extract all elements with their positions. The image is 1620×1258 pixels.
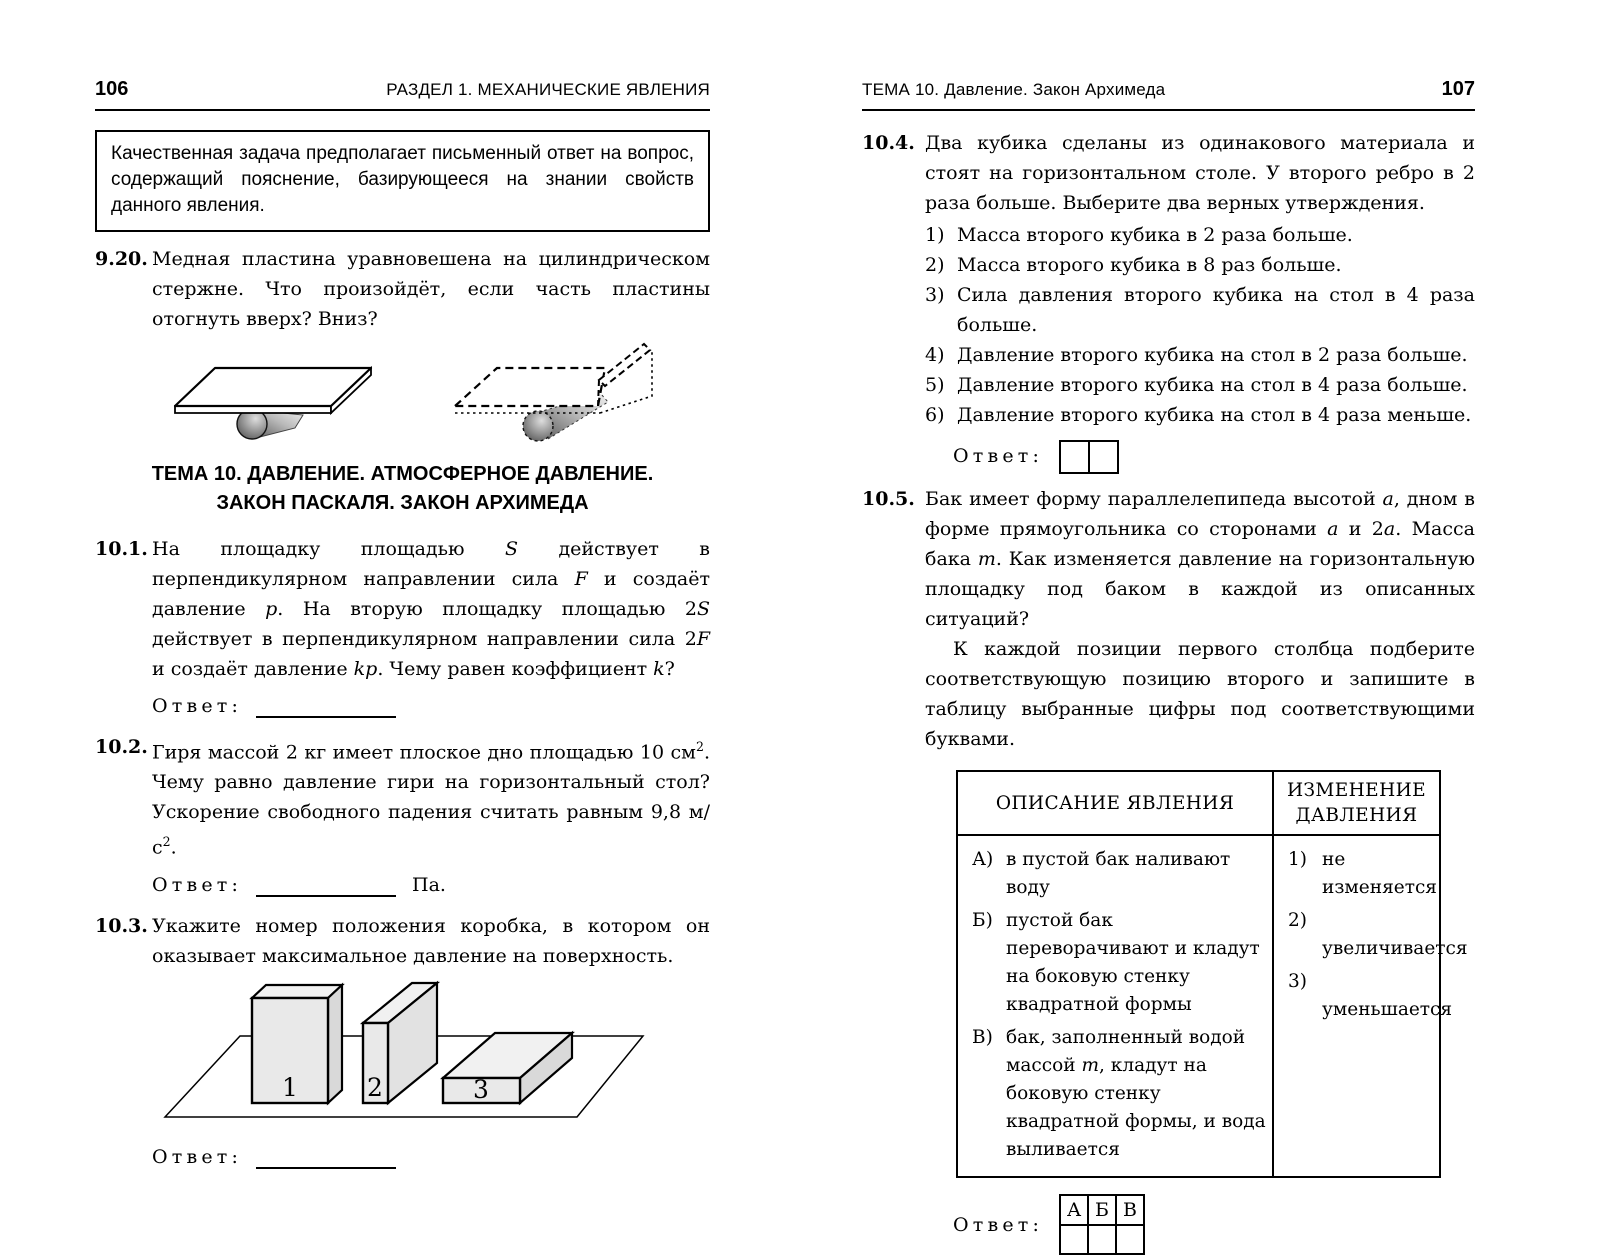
answer-blank bbox=[256, 700, 396, 718]
answer-letter-A: А bbox=[1060, 1195, 1088, 1225]
answer-line-10-3 bbox=[152, 1143, 710, 1171]
match-table-descriptions bbox=[958, 836, 1274, 1176]
folded-flap bbox=[599, 344, 650, 386]
theme-heading bbox=[95, 460, 710, 518]
answer-unit: Па. bbox=[412, 873, 446, 896]
choice-1 bbox=[1288, 846, 1437, 902]
match-table bbox=[956, 770, 1468, 1178]
bent-plate-dashed-figure bbox=[455, 344, 652, 441]
answer-letter-B: Б bbox=[1088, 1195, 1116, 1225]
problem-text-paragraph: Бак имеет форму параллелепипеда высотой a, дном в форме прямоугольника со сторонами a и 2a. Масса бака m. Как изменяется давление на горизонтальную площадку под баком в каждой из описанных ситуаций? bbox=[925, 488, 1475, 630]
option-text: Масса второго кубика в 2 раза больше. bbox=[957, 224, 1353, 246]
match-table-choices bbox=[1274, 836, 1468, 1176]
problem-10-2 bbox=[95, 732, 710, 863]
choice-text: уменьшается bbox=[1322, 999, 1453, 1020]
answer-label: Ответ: bbox=[953, 1213, 1044, 1236]
option-2 bbox=[925, 250, 1475, 280]
option-4 bbox=[925, 340, 1475, 370]
option-6 bbox=[925, 400, 1475, 430]
problem-10-5 bbox=[862, 484, 1475, 754]
problem-text: Два кубика сделаны из одинакового материала и стоят на горизонтальном столе. У второго ребро в 2 раза больше. Выберите два верных утверждения. bbox=[925, 132, 1475, 214]
note-box: Качественная задача предполагает письменный ответ на вопрос, содержащий пояснение, базирующееся на знании свойств данного явления. bbox=[95, 130, 710, 232]
problem-text: Гиря массой 2 кг имеет плоское дно площадью 10 $см^2$. Чему равно давление гири на горизонтальный стол? Ускорение свободного падения считать равным 9,8 $м/с^2$. bbox=[152, 739, 710, 859]
option-text: Давление второго кубика на стол в 4 раза больше. bbox=[957, 374, 1468, 396]
answer-line-10-5 bbox=[953, 1194, 1475, 1255]
problem-text: Укажите номер положения коробка, в котором он оказывает максимальное давление на поверхность. bbox=[152, 914, 710, 967]
box-label-3: 3 bbox=[473, 1074, 489, 1104]
problem-10-1 bbox=[95, 534, 710, 684]
box-1-upright bbox=[252, 985, 342, 1103]
option-number: 4) bbox=[925, 344, 945, 366]
option-text: Сила давления второго кубика на стол в 4 раза больше. bbox=[957, 284, 1475, 336]
match-item-letter: В) bbox=[972, 1027, 993, 1048]
match-item-letter: Б) bbox=[972, 910, 993, 931]
match-item-letter: А) bbox=[972, 849, 994, 870]
right-page bbox=[862, 78, 1475, 1255]
left-page bbox=[95, 78, 710, 1171]
match-item-B bbox=[972, 907, 1266, 1019]
problem-text: Медная пластина уравновешена на цилиндрическом стержне. Что произойдёт, если часть пластины отогнуть вверх? Вниз? bbox=[152, 248, 710, 330]
problem-text: На площадку площадью S действует в перпендикулярном направлении сила F и создаёт давление p. На вторую площадку площадью 2S действует в перпендикулярном направлении сила 2F и создаёт давление kp. Чему равен коэффициент k? bbox=[152, 538, 710, 680]
match-item-A bbox=[972, 846, 1266, 902]
options-list bbox=[925, 220, 1475, 430]
option-number: 6) bbox=[925, 404, 945, 426]
match-item-text: пустой бак переворачивают и кладут на боковую стенку квадратной формы bbox=[1006, 910, 1260, 1015]
match-table-col2-header bbox=[1274, 772, 1439, 836]
box-label-2: 2 bbox=[367, 1072, 383, 1102]
answer-cell-1 bbox=[1060, 441, 1089, 473]
answer-cell-V bbox=[1116, 1225, 1144, 1254]
option-1 bbox=[925, 220, 1475, 250]
dashed-plate bbox=[455, 368, 605, 406]
cylinder-rod-dashed bbox=[523, 411, 553, 441]
box-label-1: 1 bbox=[282, 1072, 298, 1102]
option-text: Давление второго кубика на стол в 2 раза больше. bbox=[957, 344, 1468, 366]
option-number: 1) bbox=[925, 224, 945, 246]
answer-line-10-4 bbox=[953, 440, 1475, 470]
problem-10-4 bbox=[862, 128, 1475, 218]
answer-label: Ответ: bbox=[152, 873, 243, 896]
option-text: Масса второго кубика в 8 раз больше. bbox=[957, 254, 1342, 276]
match-table-col2-header-line1: ИЗМЕНЕНИЕ bbox=[1286, 780, 1427, 801]
theme-heading-line1: ТЕМА 10. ДАВЛЕНИЕ. АТМОСФЕРНОЕ ДАВЛЕНИЕ. bbox=[151, 463, 654, 485]
figure-three-boxes bbox=[95, 977, 710, 1135]
problem-number: 9.20. bbox=[95, 248, 148, 270]
answer-label: Ответ: bbox=[152, 695, 243, 717]
choice-text: не изменяется bbox=[1322, 849, 1437, 898]
balanced-plate-figure bbox=[175, 368, 371, 439]
right-page-number: 107 bbox=[1441, 78, 1475, 100]
theme-heading-line2: ЗАКОН ПАСКАЛЯ. ЗАКОН АРХИМЕДА bbox=[216, 492, 589, 514]
option-5 bbox=[925, 370, 1475, 400]
option-number: 2) bbox=[925, 254, 945, 276]
answer-line-10-1 bbox=[152, 692, 710, 720]
match-item-V bbox=[972, 1024, 1266, 1164]
left-running-head bbox=[95, 78, 710, 111]
option-text: Давление второго кубика на стол в 4 раза меньше. bbox=[957, 404, 1472, 426]
matching-instruction: К каждой позиции первого столбца подберите соответствующую позицию второго и запишите в таблицу выбранные цифры под соответствующими буквами. bbox=[925, 638, 1475, 750]
left-running-head-title: РАЗДЕЛ 1. МЕХАНИЧЕСКИЕ ЯВЛЕНИЯ bbox=[386, 80, 710, 99]
right-running-head bbox=[862, 78, 1475, 111]
match-table-col1-header: ОПИСАНИЕ ЯВЛЕНИЯ bbox=[958, 772, 1274, 836]
choice-2 bbox=[1288, 907, 1468, 963]
match-item-text: бак, заполненный водой массой m, кладут на боковую стенку квадратной формы, и вода выливается bbox=[1006, 1027, 1266, 1160]
choice-3 bbox=[1288, 968, 1453, 1024]
option-3 bbox=[925, 280, 1475, 340]
answer-two-cell-box bbox=[1059, 440, 1119, 474]
answer-cell-B bbox=[1088, 1225, 1116, 1254]
answer-label: Ответ: bbox=[152, 1145, 243, 1168]
problem-text bbox=[925, 484, 1475, 754]
problem-9-20 bbox=[95, 244, 710, 334]
choice-text: увеличивается bbox=[1322, 938, 1468, 959]
problem-10-3 bbox=[95, 911, 710, 971]
answer-label: Ответ: bbox=[953, 445, 1044, 467]
option-number: 3) bbox=[925, 284, 945, 306]
problem-number: 10.1. bbox=[95, 538, 148, 560]
choice-number: 1) bbox=[1288, 849, 1307, 870]
problem-number: 10.2. bbox=[95, 736, 148, 758]
choice-number: 2) bbox=[1288, 910, 1307, 931]
left-page-number: 106 bbox=[95, 78, 129, 100]
match-table-col2-header-line2: ДАВЛЕНИЯ bbox=[1295, 805, 1418, 826]
problem-number: 10.3. bbox=[95, 914, 148, 937]
answer-blank bbox=[256, 879, 396, 897]
problem-number: 10.4. bbox=[862, 132, 915, 154]
answer-letter-V: В bbox=[1116, 1195, 1144, 1225]
answer-cell-A bbox=[1060, 1225, 1088, 1254]
option-number: 5) bbox=[925, 374, 945, 396]
answer-blank bbox=[256, 1151, 396, 1169]
answer-cell-2 bbox=[1089, 441, 1118, 473]
problem-number: 10.5. bbox=[862, 488, 915, 510]
choice-number: 3) bbox=[1288, 971, 1307, 992]
figure-plate-on-cylinder bbox=[95, 340, 710, 452]
match-item-text: в пустой бак наливают воду bbox=[1006, 849, 1231, 898]
answer-line-10-2 bbox=[152, 871, 710, 899]
right-running-head-title: ТЕМА 10. Давление. Закон Архимеда bbox=[862, 80, 1166, 99]
answer-letter-table bbox=[1059, 1194, 1145, 1255]
